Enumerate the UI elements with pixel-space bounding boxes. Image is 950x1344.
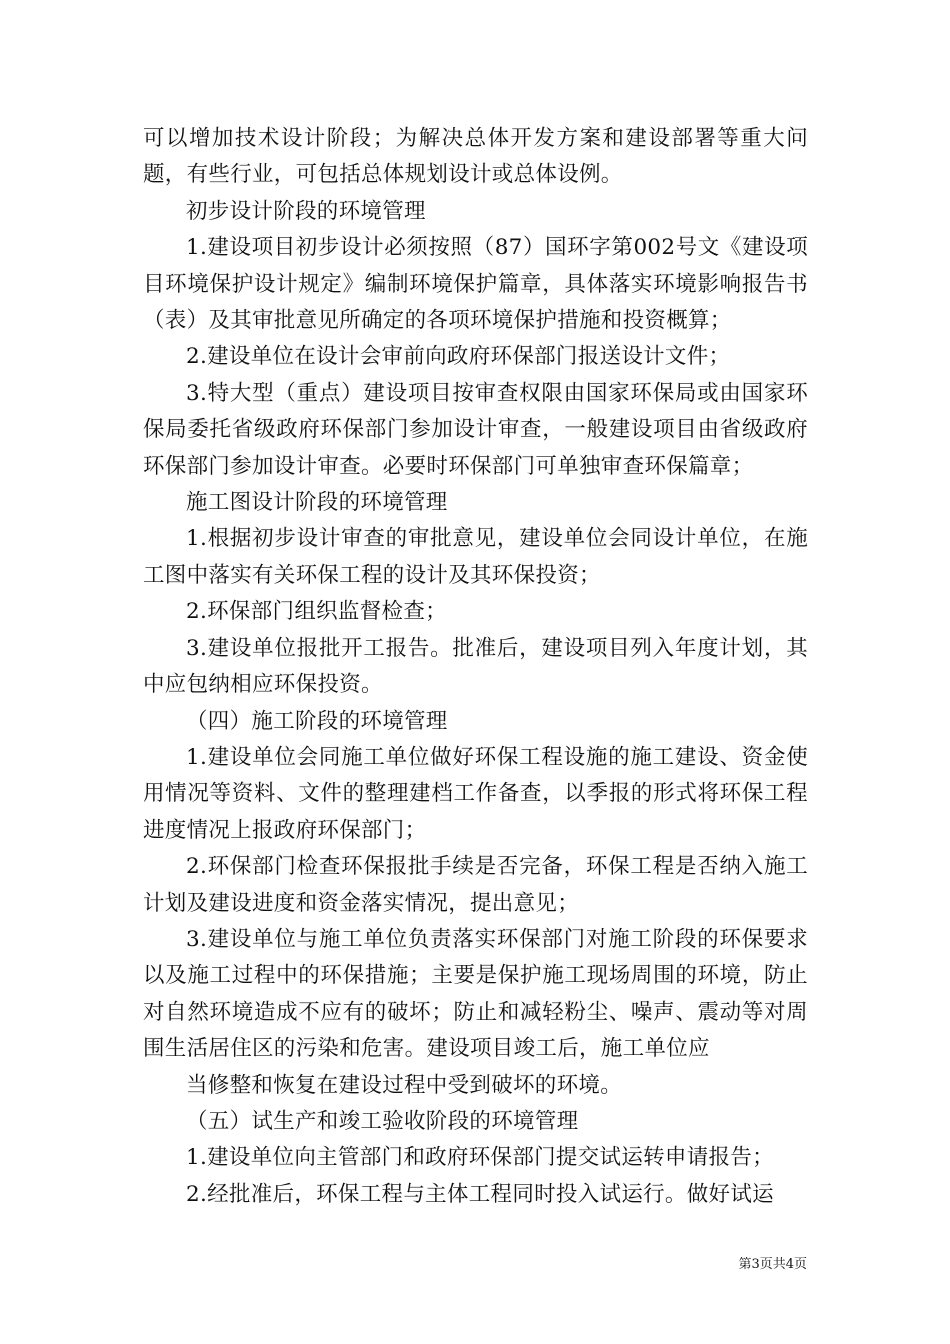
section-heading: 施工图设计阶段的环境管理 <box>186 490 448 516</box>
paragraph: 1.建设单位会同施工单位做好环保工程设施的施工建设、资金使用情况等资料、文件的整理建档工作备查，以季报的形式将环保工程进度情况上报政府环保部门； <box>143 744 808 843</box>
page-number: 第3页共4页 <box>738 1257 807 1272</box>
paragraph: 当修整和恢复在建设过程中受到破坏的环境。 <box>186 1072 623 1098</box>
paragraph: 2.环保部门组织监督检查； <box>186 599 447 625</box>
paragraph: 2.经批准后，环保工程与主体工程同时投入试运行。做好试运 <box>186 1181 774 1207</box>
paragraph: 1.建设项目初步设计必须按照（87）国环字第002号文《建设项目环境保护设计规定》编制环境保护篇章，具体落实环境影响报告书（表）及其审批意见所确定的各项环境保护措施和投资概算； <box>143 235 808 334</box>
section-heading: 初步设计阶段的环境管理 <box>186 198 426 224</box>
paragraph: 2.环保部门检查环保报批手续是否完备，环保工程是否纳入施工计划及建设进度和资金落实情况，提出意见； <box>143 854 808 916</box>
paragraph: 2.建设单位在设计会审前向政府环保部门报送设计文件； <box>186 344 731 370</box>
paragraph: 可以增加技术设计阶段；为解决总体开发方案和建设部署等重大问题，有些行业，可包括总体规划设计或总体设例。 <box>143 126 808 188</box>
paragraph: 3.建设单位与施工单位负责落实环保部门对施工阶段的环保要求以及施工过程中的环保措施；主要是保护施工现场周围的环境，防止对自然环境造成不应有的破坏；防止和减轻粉尘、噪声、震动等对周围生活居住区的污染和危害。建设项目竣工后，施工单位应 <box>143 926 808 1062</box>
section-heading: （五）试生产和竣工验收阶段的环境管理 <box>186 1108 579 1134</box>
paragraph: 1.建设单位向主管部门和政府环保部门提交试运转申请报告； <box>186 1145 774 1171</box>
paragraph: 3.建设单位报批开工报告。批准后，建设项目列入年度计划，其中应包纳相应环保投资。 <box>143 635 808 698</box>
section-heading: （四）施工阶段的环境管理 <box>186 708 448 734</box>
paragraph: 1.根据初步设计审查的审批意见，建设单位会同设计单位，在施工图中落实有关环保工程的设计及其环保投资； <box>143 526 808 588</box>
paragraph: 3.特大型（重点）建设项目按审查权限由国家环保局或由国家环保局委托省级政府环保部门参加设计审查，一般建设项目由省级政府环保部门参加设计审查。必要时环保部门可单独审查环保篇章； <box>143 380 808 479</box>
document-body <box>143 121 808 1213</box>
